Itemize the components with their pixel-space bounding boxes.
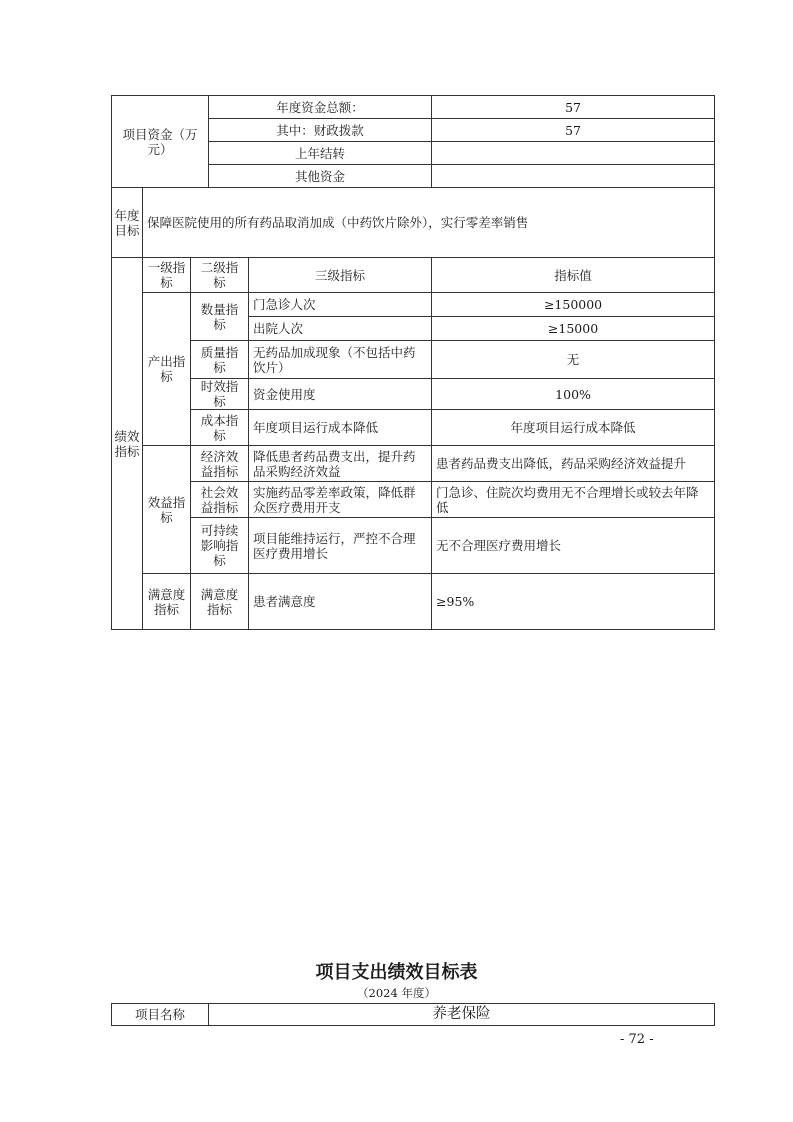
- table-row: [112, 341, 715, 379]
- social-name: 实施药品零差率政策，降低群众医疗费用开支: [249, 482, 432, 518]
- quantity-item-2-value: ≥15000: [432, 317, 715, 341]
- quality-name: 无药品加成现象（不包括中药饮片）: [249, 341, 432, 379]
- next-table: [111, 1003, 715, 1026]
- performance-table: [111, 95, 715, 630]
- cost-name: 年度项目运行成本降低: [249, 410, 432, 446]
- header-level2: 二级指标: [191, 258, 249, 293]
- table-row: [112, 293, 715, 317]
- satisfaction-sub-label: 满意度指标: [191, 574, 249, 630]
- sustainable-value: 无不合理医疗费用增长: [432, 518, 715, 574]
- quantity-item-2-name: 出院人次: [249, 317, 432, 341]
- project-name-label: 项目名称: [112, 1004, 209, 1026]
- goal-label: 年度目标: [112, 188, 143, 258]
- table-row: [112, 574, 715, 630]
- funding-carryover-label: 上年结转: [209, 142, 432, 165]
- page-number: - 72 -: [620, 1032, 654, 1047]
- header-level3: 三级指标: [249, 258, 432, 293]
- quantity-item-1-name: 门急诊人次: [249, 293, 432, 317]
- social-value: 门急诊、住院次均费用无不合理增长或较去年降低: [432, 482, 715, 518]
- table-row: [112, 518, 715, 574]
- quantity-item-1-value: ≥150000: [432, 293, 715, 317]
- benefit-label: 效益指标: [143, 446, 191, 574]
- header-level1: 一级指标: [143, 258, 191, 293]
- funding-total-value: 57: [432, 96, 715, 119]
- goal-row: [112, 188, 715, 258]
- timeliness-label: 时效指标: [191, 379, 249, 410]
- quantity-label: 数量指标: [191, 293, 249, 341]
- next-table-subtitle: （2024 年度）: [357, 986, 436, 1000]
- table-row: [112, 410, 715, 446]
- satisfaction-label: 满意度指标: [143, 574, 191, 630]
- table-row: [112, 379, 715, 410]
- satisfaction-value: ≥95%: [432, 574, 715, 630]
- next-table-title: 项目支出绩效目标表: [315, 962, 478, 983]
- funding-fiscal-value: 57: [432, 119, 715, 142]
- cost-label: 成本指标: [191, 410, 249, 446]
- table-row: [112, 446, 715, 482]
- quality-value: 无: [432, 341, 715, 379]
- funding-total-label: 年度资金总额：: [209, 96, 432, 119]
- sustainable-label: 可持续影响指标: [191, 518, 249, 574]
- cost-value: 年度项目运行成本降低: [432, 410, 715, 446]
- header-value: 指标值: [432, 258, 715, 293]
- economic-value: 患者药品费支出降低，药品采购经济效益提升: [432, 446, 715, 482]
- table-row: [112, 1004, 715, 1026]
- satisfaction-name: 患者满意度: [249, 574, 432, 630]
- project-name-value: 养老保险: [209, 1004, 715, 1026]
- funding-other-label: 其他资金: [209, 165, 432, 188]
- timeliness-value: 100%: [432, 379, 715, 410]
- output-label: 产出指标: [143, 293, 191, 446]
- funding-row: [112, 96, 715, 119]
- funding-label: 项目资金（万元）: [112, 96, 209, 188]
- goal-text: 保障医院使用的所有药品取消加成（中药饮片除外），实行零差率销售: [143, 188, 715, 258]
- funding-carryover-value: [432, 142, 715, 165]
- quality-label: 质量指标: [191, 341, 249, 379]
- table-row: [112, 482, 715, 518]
- indicators-label: 绩效指标: [112, 258, 143, 630]
- indicator-header-row: [112, 258, 715, 293]
- funding-fiscal-label: 其中：财政拨款: [209, 119, 432, 142]
- economic-name: 降低患者药品费支出，提升药品采购经济效益: [249, 446, 432, 482]
- timeliness-name: 资金使用度: [249, 379, 432, 410]
- economic-label: 经济效益指标: [191, 446, 249, 482]
- funding-other-value: [432, 165, 715, 188]
- social-label: 社会效益指标: [191, 482, 249, 518]
- sustainable-name: 项目能维持运行，严控不合理医疗费用增长: [249, 518, 432, 574]
